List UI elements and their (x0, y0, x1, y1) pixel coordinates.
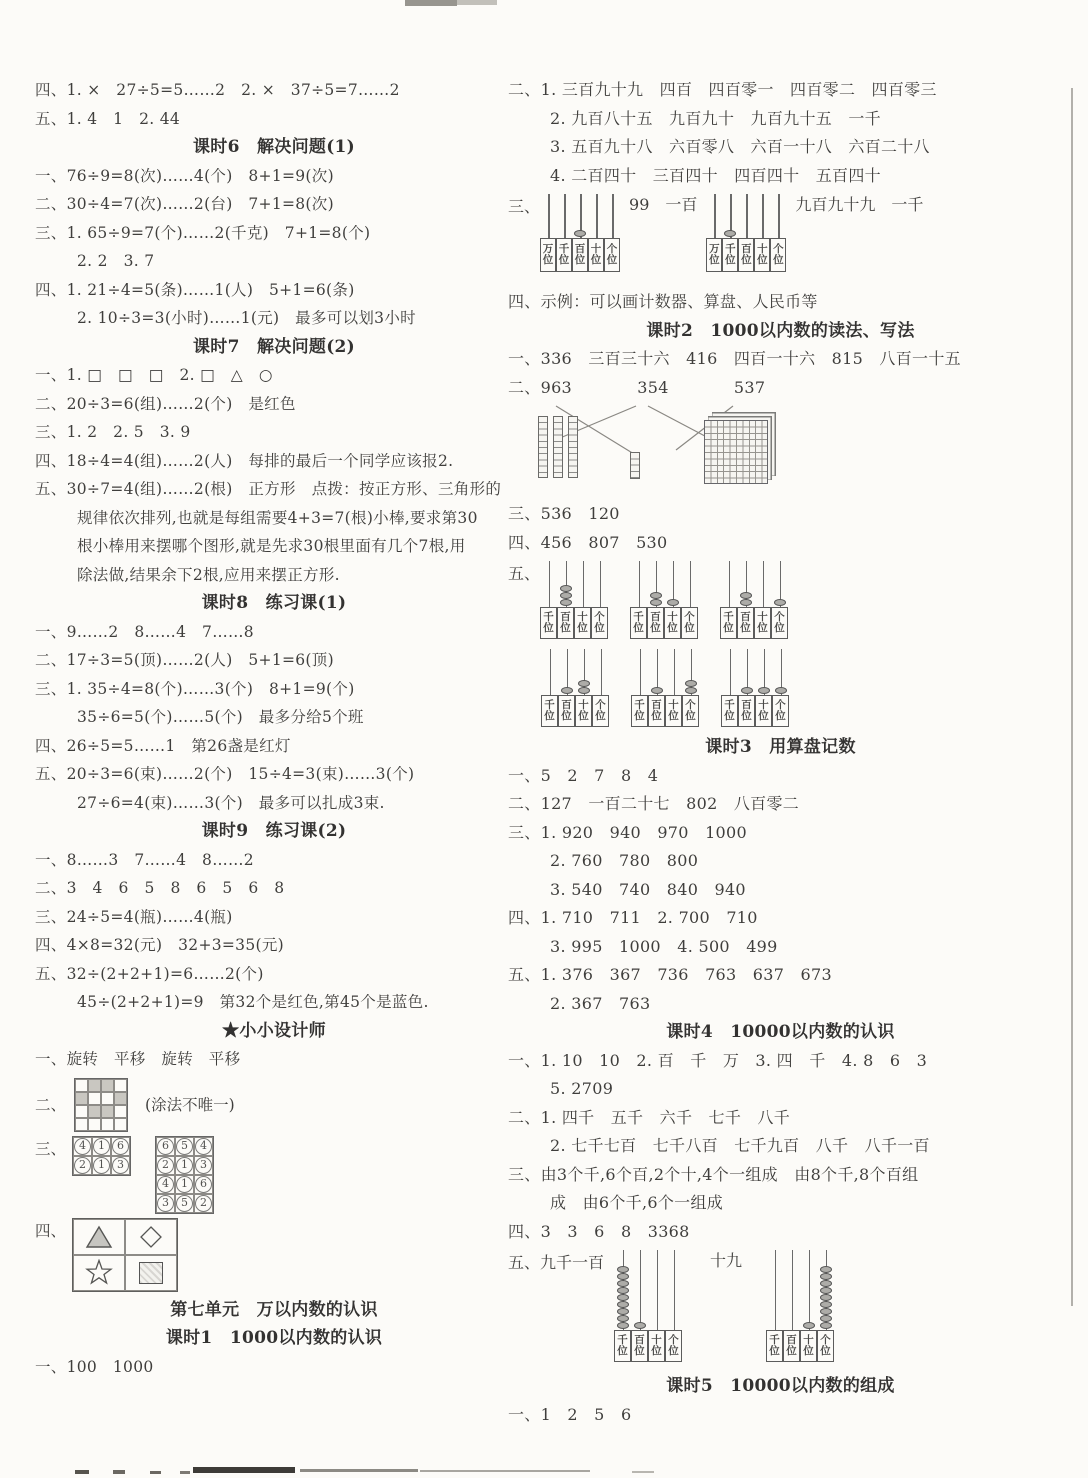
circled-number: 4 (157, 1176, 174, 1193)
answer-line: 2. 760 780 800 (550, 851, 699, 870)
answer-line: 一、1. □ □ □ 2. □ △ ○ (35, 366, 273, 384)
answer-line: 三、24÷5=4(瓶)……4(瓶) (35, 907, 233, 926)
rod (583, 561, 585, 607)
place-label-box: 百 位 (557, 607, 574, 639)
scan-artifact-bottom8 (632, 1471, 654, 1473)
grid-row (156, 1194, 213, 1213)
grid-cell (88, 1079, 101, 1092)
bead (758, 687, 770, 694)
answer-line: 一、1 2 5 6 (508, 1404, 632, 1424)
counting-device (706, 194, 786, 272)
grid-row (75, 1079, 127, 1092)
number-grids-figure (35, 1136, 513, 1214)
grid-cell (75, 1092, 88, 1105)
grid-cell (92, 1156, 111, 1175)
section-heading: 课时5 10000以内数的组成 (666, 1376, 895, 1396)
place-label-box: 十 位 (575, 695, 592, 727)
three-ten-rods (538, 416, 578, 478)
answer-line: 五、1. 4 1 2. 44 (35, 109, 181, 128)
figure-note: (涂法不唯一) (145, 1095, 235, 1114)
rod (639, 561, 641, 607)
answer-line: 四、示例：可以画计数器、算盘、人民币等 (508, 292, 818, 311)
bead (820, 1301, 832, 1308)
scan-artifact-bottom4 (180, 1471, 190, 1474)
answer-line: 2. 九百八十五 九百九十 九百九十五 一千 (550, 108, 881, 128)
section-heading: 课时6 解决问题(1) (192, 137, 356, 157)
rod (596, 194, 598, 238)
bead (820, 1280, 832, 1287)
rod (600, 561, 602, 607)
bead (820, 1294, 832, 1301)
grid-cell (88, 1105, 101, 1118)
circled-number: 3 (195, 1157, 212, 1174)
place-label-box: 百 位 (648, 695, 665, 727)
section-heading: 课时7 解决问题(2) (192, 336, 356, 357)
rod (640, 649, 642, 695)
place-label-box: 千 位 (540, 607, 557, 639)
grid-cell (194, 1194, 213, 1213)
bead (574, 230, 586, 237)
answer-line: 四、1. 21÷4=5(条)……1(人) 5+1=6(条) (35, 280, 355, 299)
base-ten-blocks-figure (508, 404, 1053, 496)
circled-number: 3 (112, 1157, 129, 1174)
answer-line: 四、4×8=32(元) 32+3=35(元) (35, 936, 284, 954)
answer-line: 三、1. 920 940 970 1000 (508, 822, 747, 842)
answer-line: 三、536 120 (508, 504, 620, 523)
place-label-box: 千 位 (556, 238, 572, 272)
hundreds-block-stack (704, 420, 768, 484)
answer-line: 3. 995 1000 4. 500 499 (550, 936, 778, 956)
circled-number: 2 (157, 1157, 174, 1174)
answer-line: 三、1. 65÷9=7(个)……2(千克) 7+1=8(个) (35, 223, 371, 242)
bead (820, 1308, 832, 1315)
place-label-box: 千 位 (614, 1330, 631, 1362)
ten-rod (553, 416, 563, 478)
number-grid-large (155, 1136, 214, 1214)
bead (650, 599, 662, 606)
bead (820, 1273, 832, 1280)
counting-device (630, 561, 698, 639)
grid-row (75, 1118, 127, 1131)
answer-line: 五、32÷(2+2+1)=6……2(个) (35, 964, 264, 983)
answer-line: 五、30÷7=4(组)……2(根) 正方形 点拨：按正方形、三角形的 (35, 480, 502, 498)
grid-cell (114, 1092, 127, 1105)
rod (746, 194, 748, 238)
answer-line: 2. 2 3. 7 (77, 252, 155, 270)
answer-line: 二、1. 三百九十九 四百 四百零一 四百零二 四百零三 (508, 80, 937, 99)
place-label-box: 百 位 (631, 1330, 648, 1362)
answer-line: 三、1. 35÷4=8(个)……3(个) 8+1=9(个) (35, 679, 355, 698)
grid-cell (194, 1175, 213, 1194)
bead (724, 230, 736, 237)
place-label-box: 十 位 (754, 238, 770, 272)
grid-cell (73, 1156, 92, 1175)
place-label-box: 百 位 (572, 238, 588, 272)
grid-row (73, 1137, 130, 1156)
rod (730, 649, 732, 695)
place-label-box: 十 位 (588, 238, 604, 272)
place-label-box: 个 位 (770, 238, 786, 272)
answer-line: 二、963 354 537 (508, 377, 766, 397)
bead (617, 1287, 629, 1294)
ten-rod (538, 416, 548, 478)
section-heading: 课时2 1000以内数的读法、写法 (646, 320, 915, 341)
place-label-box: 百 位 (558, 695, 575, 727)
circled-number: 1 (176, 1157, 193, 1174)
bead (617, 1273, 629, 1280)
answer-line: 一、旋转 平移 旋转 平移 (35, 1050, 241, 1068)
place-label-box: 个 位 (771, 607, 788, 639)
rod (729, 561, 731, 607)
rod (775, 1250, 777, 1330)
grid-cell (101, 1092, 114, 1105)
answer-line: 二、1. 四千 五千 六千 七千 八千 (508, 1107, 791, 1127)
place-label-box: 万 位 (540, 238, 556, 272)
place-label-box: 十 位 (648, 1330, 665, 1362)
place-label-box: 十 位 (664, 607, 681, 639)
ones-rod (630, 452, 640, 479)
grid-row (156, 1156, 213, 1175)
diamond-icon (139, 1225, 163, 1249)
answer-line: 3. 五百九十八 六百零八 六百一十八 六百二十八 (550, 137, 930, 156)
answer-line: 规律依次排列,也就是每组需要4+3=7(根)小棒,要求第30 (77, 508, 478, 527)
place-label-box: 个 位 (604, 238, 620, 272)
place-label-box: 千 位 (721, 695, 738, 727)
rod (674, 1250, 676, 1330)
answer-line: 一、8……3 7……4 8……2 (35, 850, 254, 869)
bead (560, 585, 572, 592)
rod (763, 561, 765, 607)
answer-line: 五、20÷3=6(束)……2(个) 15÷4=3(束)……3(个) (35, 765, 415, 783)
scan-artifact-bottom3 (150, 1471, 161, 1474)
rod (714, 194, 716, 238)
rod (564, 194, 566, 238)
counting-device (631, 649, 699, 727)
place-label-box: 个 位 (682, 695, 699, 727)
answer-line: 二、127 一百二十七 802 八百零二 (508, 794, 800, 813)
scan-artifact-top (405, 0, 457, 6)
device-answer: 十九 (710, 1251, 743, 1270)
answer-line: 四、3 3 6 8 3368 (508, 1221, 690, 1241)
answer-line: 一、336 三百三十六 416 四百一十六 815 八百一十五 (508, 349, 961, 368)
answer-line: 五、1. 376 367 736 763 637 673 (508, 965, 832, 984)
counting-devices-figure (508, 194, 1053, 284)
circled-number: 3 (157, 1195, 174, 1212)
grid-cell (73, 1137, 92, 1156)
answer-line: 2. 367 763 (550, 993, 651, 1013)
place-label-box: 千 位 (722, 238, 738, 272)
place-label-box: 百 位 (737, 607, 754, 639)
bead (685, 687, 697, 694)
bead (578, 680, 590, 687)
bead (775, 687, 787, 694)
place-label-box: 百 位 (738, 238, 754, 272)
place-label-box: 个 位 (817, 1330, 834, 1362)
bead (634, 1322, 646, 1329)
bead (617, 1294, 629, 1301)
rod (550, 649, 552, 695)
grid-row (75, 1092, 127, 1105)
unit-heading: 第七单元 万以内数的认识 (170, 1299, 378, 1320)
grid-cell (175, 1194, 194, 1213)
grid-cell (75, 1118, 88, 1131)
section-heading: ★小小设计师 (222, 1020, 326, 1041)
answer-line: 成 由6个千,6个一组成 (550, 1193, 724, 1212)
section-heading: 课时8 练习课(1) (201, 593, 347, 613)
scan-artifact-top2 (457, 0, 497, 5)
rod (657, 1250, 659, 1330)
grid-cell (194, 1137, 213, 1156)
bead (741, 687, 753, 694)
place-label-box: 个 位 (681, 607, 698, 639)
circled-number: 6 (195, 1176, 212, 1193)
bead (617, 1266, 629, 1273)
shape-cell (73, 1255, 125, 1291)
grid-cell (111, 1156, 130, 1175)
place-label-box: 百 位 (783, 1330, 800, 1362)
answer-line: 四、18÷4=4(组)……2(人) 每排的最后一个同学应该报2. (35, 451, 454, 470)
circled-number: 4 (195, 1138, 212, 1155)
bead (803, 1322, 815, 1329)
item-prefix: 四、 (35, 1221, 67, 1240)
shape-cell (125, 1255, 177, 1291)
bead (774, 599, 786, 606)
ten-rod (568, 416, 578, 478)
shape-table-figure (35, 1218, 513, 1292)
place-label-box: 千 位 (720, 607, 737, 639)
section-heading: 课时9 练习课(2) (201, 821, 347, 841)
rod (640, 1250, 642, 1330)
answer-line: 一、1. 10 10 2. 百 千 万 3. 四 千 4. 8 6 3 (508, 1050, 928, 1070)
shape-table (72, 1218, 178, 1292)
bead (650, 592, 662, 599)
item-prefix: 三、 (35, 1139, 67, 1158)
rod (601, 649, 603, 695)
item-prefix: 三、 (508, 197, 541, 216)
counting-device (766, 1250, 834, 1362)
grid-row (156, 1137, 213, 1156)
answer-line: 四、1. × 27÷5=5……2 2. × 37÷5=7……2 (35, 81, 400, 99)
shape-cell (125, 1219, 177, 1255)
grid-cell (175, 1175, 194, 1194)
place-label-box: 十 位 (755, 695, 772, 727)
grid-cell (88, 1118, 101, 1131)
bead (561, 687, 573, 694)
grid-cell (156, 1194, 175, 1213)
place-label-box: 千 位 (766, 1330, 783, 1362)
item-prefix: 二、 (35, 1095, 67, 1114)
scan-artifact-bottom2 (113, 1470, 125, 1474)
grid-cell (175, 1137, 194, 1156)
grid-cell (175, 1156, 194, 1175)
grid-cell (194, 1156, 213, 1175)
star-icon (85, 1259, 113, 1286)
left-column (35, 76, 513, 1381)
shaded-grid-figure (35, 1078, 513, 1132)
grid-cell (114, 1105, 127, 1118)
counting-devices-row2 (541, 649, 1053, 727)
place-label-box: 个 位 (665, 1330, 682, 1362)
item-prefix: 五、 (508, 564, 541, 583)
tall-counting-devices-figure (508, 1250, 1053, 1368)
answer-line: 四、456 807 530 (508, 532, 668, 552)
place-label-box: 个 位 (592, 695, 609, 727)
shape-cell (73, 1219, 125, 1255)
section-heading: 课时1 1000以内数的认识 (165, 1328, 383, 1348)
place-label-box: 千 位 (541, 695, 558, 727)
answer-line: 四、1. 710 711 2. 700 710 (508, 908, 758, 927)
counting-device (541, 649, 609, 727)
grid-cell (101, 1105, 114, 1118)
device-answer: 99 一百 (629, 195, 698, 214)
counting-device (614, 1250, 682, 1362)
rod (778, 194, 780, 238)
circled-number: 5 (176, 1195, 193, 1212)
scan-artifact-bottom6 (300, 1469, 418, 1472)
circled-number: 2 (195, 1195, 212, 1212)
answer-line: 35÷6=5(个)……5(个) 最多分给5个班 (77, 708, 364, 726)
rod (809, 1250, 811, 1330)
circled-number: 6 (157, 1138, 174, 1155)
grid-cell (75, 1105, 88, 1118)
place-label-box: 百 位 (647, 607, 664, 639)
grid-cell (101, 1079, 114, 1092)
right-column (508, 76, 1053, 1429)
place-label-box: 十 位 (800, 1330, 817, 1362)
scan-artifact-bottom7 (420, 1470, 590, 1472)
answer-line: 一、5 2 7 8 4 (508, 765, 659, 785)
bead (820, 1315, 832, 1322)
answer-line: 一、9……2 8……4 7……8 (35, 622, 254, 641)
answer-line: 2. 10÷3=3(小时)……1(元) 最多可以划3小时 (77, 309, 416, 327)
rod (792, 1250, 794, 1330)
circled-number: 6 (112, 1138, 129, 1155)
circled-number: 1 (176, 1176, 193, 1193)
counting-device (720, 561, 788, 639)
item-prefix: 五、九千一百 (508, 1253, 605, 1272)
answer-line: 二、30÷4=7(次)……2(台) 7+1=8(次) (35, 195, 334, 213)
answer-line: 四、26÷5=5……1 第26盏是红灯 (35, 736, 291, 755)
answer-line: 二、17÷3=5(顶)……2(人) 5+1=6(顶) (35, 651, 334, 669)
grid-row (156, 1175, 213, 1194)
bead (820, 1287, 832, 1294)
grid-cell (114, 1079, 127, 1092)
bead (651, 687, 663, 694)
device-answer: 九百九十九 一千 (795, 195, 924, 214)
counting-device (540, 561, 608, 639)
bead (617, 1322, 629, 1329)
answer-line: 2. 七千七百 七千八百 七千九百 八千 八千一百 (550, 1136, 930, 1155)
circled-number: 1 (93, 1157, 110, 1174)
rod (674, 649, 676, 695)
place-label-box: 十 位 (665, 695, 682, 727)
place-label-box: 个 位 (772, 695, 789, 727)
answer-line: 3. 540 740 840 940 (550, 879, 746, 899)
place-label-box: 千 位 (631, 695, 648, 727)
number-grid-small (72, 1136, 131, 1176)
grid-row (73, 1156, 130, 1175)
rod (548, 194, 550, 238)
bead (617, 1301, 629, 1308)
bead (740, 599, 752, 606)
counting-device (721, 649, 789, 727)
grid-cell (114, 1118, 127, 1131)
grid-cell (156, 1137, 175, 1156)
bead (740, 592, 752, 599)
answer-line: 二、20÷3=6(组)……2(个) 是红色 (35, 394, 296, 413)
rod (762, 194, 764, 238)
bead (617, 1308, 629, 1315)
place-label-box: 百 位 (738, 695, 755, 727)
counting-devices-row1 (508, 561, 1053, 639)
grid-cell (88, 1092, 101, 1105)
answer-line: 一、76÷9=8(次)……4(个) 8+1=9(次) (35, 166, 334, 185)
counting-device (540, 194, 620, 272)
answer-line: 4. 二百四十 三百四十 四百四十 五百四十 (550, 165, 881, 185)
answer-line: 三、1. 2 2. 5 3. 9 (35, 423, 191, 441)
bead (820, 1266, 832, 1273)
patterned-square-icon (139, 1262, 163, 1284)
grid-cell (156, 1156, 175, 1175)
section-heading: 课时4 10000以内数的认识 (666, 1022, 895, 1042)
scan-artifact-bottom1 (75, 1470, 89, 1474)
place-label-box: 十 位 (574, 607, 591, 639)
answer-line: 45÷(2+2+1)=9 第32个是红色,第45个是蓝色. (77, 993, 429, 1011)
circled-number: 2 (74, 1157, 91, 1174)
bead (820, 1322, 832, 1329)
rod (612, 194, 614, 238)
grid-cell (101, 1118, 114, 1131)
place-label-box: 千 位 (630, 607, 647, 639)
grid-cell (92, 1137, 111, 1156)
place-label-box: 十 位 (754, 607, 771, 639)
grid-row (75, 1105, 127, 1118)
answer-line: 三、由3个千,6个百,2个十,4个一组成 由8个千,8个百组 (508, 1164, 919, 1184)
answer-line: 27÷6=4(束)……3(个) 最多可以扎成3束. (77, 793, 385, 812)
answer-line: 除法做,结果余下2根,应用来摆正方形. (77, 565, 340, 584)
answer-line: 5. 2709 (550, 1079, 614, 1098)
filled-triangle-icon (84, 1224, 114, 1250)
answer-line: 一、100 1000 (35, 1357, 154, 1376)
scan-artifact-bottom5 (193, 1467, 295, 1473)
bead (578, 687, 590, 694)
bead (667, 599, 679, 606)
section-heading: 课时3 用算盘记数 (705, 737, 856, 757)
rod (690, 561, 692, 607)
place-label-box: 个 位 (591, 607, 608, 639)
answer-line: 根小棒用来摆哪个图形,就是先求30根里面有几个7根,用 (77, 537, 466, 555)
bead (685, 680, 697, 687)
circled-number: 1 (93, 1138, 110, 1155)
shaded-grid (74, 1078, 128, 1132)
bead (617, 1315, 629, 1322)
answer-line: 二、3 4 6 5 8 6 5 6 8 (35, 879, 285, 897)
circled-number: 5 (176, 1138, 193, 1155)
grid-cell (111, 1137, 130, 1156)
scan-artifact-page-edge (1071, 88, 1073, 1306)
bead (617, 1280, 629, 1287)
bead (560, 592, 572, 599)
circled-number: 4 (74, 1138, 91, 1155)
place-label-box: 万 位 (706, 238, 722, 272)
rod (549, 561, 551, 607)
grid-cell (156, 1175, 175, 1194)
bead (560, 599, 572, 606)
grid-cell (75, 1079, 88, 1092)
